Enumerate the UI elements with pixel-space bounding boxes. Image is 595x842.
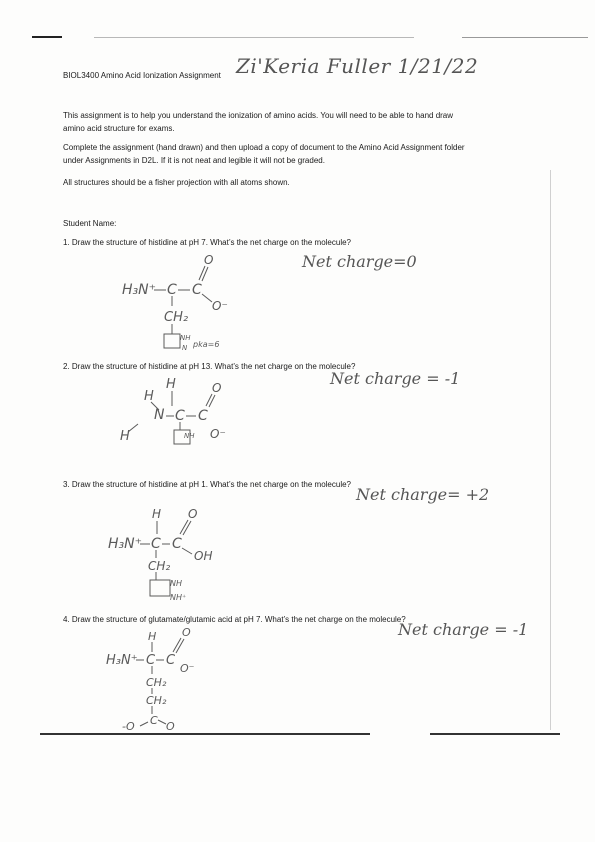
svg-text:H: H — [148, 630, 157, 643]
carboxyl-carbon: C — [198, 408, 208, 424]
svg-text:H₃N⁺: H₃N⁺ — [106, 653, 138, 668]
alpha-carbon: C — [146, 653, 156, 668]
side-chain-carboxylate: -O — [122, 720, 135, 733]
carboxyl-oh: OH — [194, 549, 213, 563]
svg-text:O: O — [182, 626, 191, 639]
scan-bottom-edge — [40, 733, 560, 735]
question-4-answer: Net charge = -1 — [398, 620, 529, 639]
svg-text:NH⁺: NH⁺ — [170, 593, 187, 602]
svg-text:H: H — [120, 429, 130, 444]
intro-line-4: under Assignments in D2L. If it is not neat and legible it will not be graded. — [63, 156, 325, 165]
svg-text:NH: NH — [170, 579, 182, 588]
question-3-prompt: 3. Draw the structure of histidine at pH 1. What’s the net charge on the molecule? — [63, 480, 352, 489]
svg-text:O: O — [212, 381, 222, 395]
carboxylate-oxygen: O⁻ — [212, 299, 228, 313]
alpha-carbon: C — [167, 282, 177, 298]
svg-text:N: N — [182, 344, 188, 352]
student-name-label: Student Name: — [63, 219, 117, 228]
question-1-prompt: 1. Draw the structure of histidine at pH 7. What’s the net charge on the molecule? — [63, 238, 352, 247]
alpha-carbon: C — [175, 408, 185, 424]
histidine-ph1-structure — [106, 500, 266, 610]
question-3-answer: Net charge= +2 — [356, 485, 490, 504]
svg-text:NH: NH — [180, 334, 191, 342]
ch2-group: CH₂ — [164, 310, 189, 325]
svg-text:CH₂: CH₂ — [148, 559, 171, 573]
svg-text:H₃N⁺: H₃N⁺ — [108, 536, 143, 552]
intro-line-3: Complete the assignment (hand drawn) and then upload a copy of document to the Amino Acid Assignment folder — [63, 143, 465, 152]
imidazole-ring — [164, 334, 180, 348]
carbonyl-oxygen: O — [204, 253, 214, 267]
carboxyl-carbon: C — [192, 282, 202, 298]
histidine-ph7-structure — [120, 248, 280, 358]
svg-text:CH₂: CH₂ — [146, 694, 167, 707]
svg-text:NH: NH — [184, 432, 195, 440]
glutamate-ph7-structure — [106, 624, 266, 734]
svg-text:CH₂: CH₂ — [146, 676, 167, 689]
svg-text:H: H — [166, 377, 176, 392]
imidazole-ring — [150, 580, 170, 596]
svg-text:C: C — [150, 714, 158, 727]
alpha-carbon: C — [151, 536, 161, 552]
histidine-ph13-structure — [118, 374, 268, 464]
question-1-answer: Net charge=0 — [302, 252, 417, 271]
carboxyl-carbon: C — [166, 653, 176, 668]
intro-line-1: This assignment is to help you understand the ionization of amino acids. You will need to be able to hand draw — [63, 111, 454, 120]
amino-nitrogen: N — [154, 407, 165, 423]
pka-note: pka=6 — [193, 340, 220, 349]
svg-text:O: O — [188, 507, 198, 521]
svg-text:O⁻: O⁻ — [210, 427, 226, 441]
scan-top-edge — [32, 36, 588, 38]
svg-text:O: O — [166, 720, 175, 733]
question-2-answer: Net charge = -1 — [330, 369, 461, 388]
student-signature: Zi'Keria Fuller 1/21/22 — [236, 54, 479, 78]
course-title: BIOL3400 Amino Acid Ionization Assignment — [63, 71, 221, 80]
question-4-prompt: 4. Draw the structure of glutamate/glutamic acid at pH 7. What’s the net charge on the molecule? — [63, 615, 406, 624]
intro-line-2: amino acid structure for exams. — [63, 124, 175, 133]
carboxyl-carbon: C — [172, 536, 182, 552]
svg-text:O⁻: O⁻ — [180, 662, 195, 675]
h3n-group: H₃N⁺ — [122, 282, 157, 298]
scan-edge-shadow — [550, 170, 551, 730]
svg-text:H: H — [152, 507, 162, 521]
intro-line-5: All structures should be a fisher projection with all atoms shown. — [63, 178, 290, 187]
question-2-prompt: 2. Draw the structure of histidine at pH 13. What’s the net charge on the molecule? — [63, 362, 356, 371]
svg-text:H: H — [144, 389, 154, 404]
